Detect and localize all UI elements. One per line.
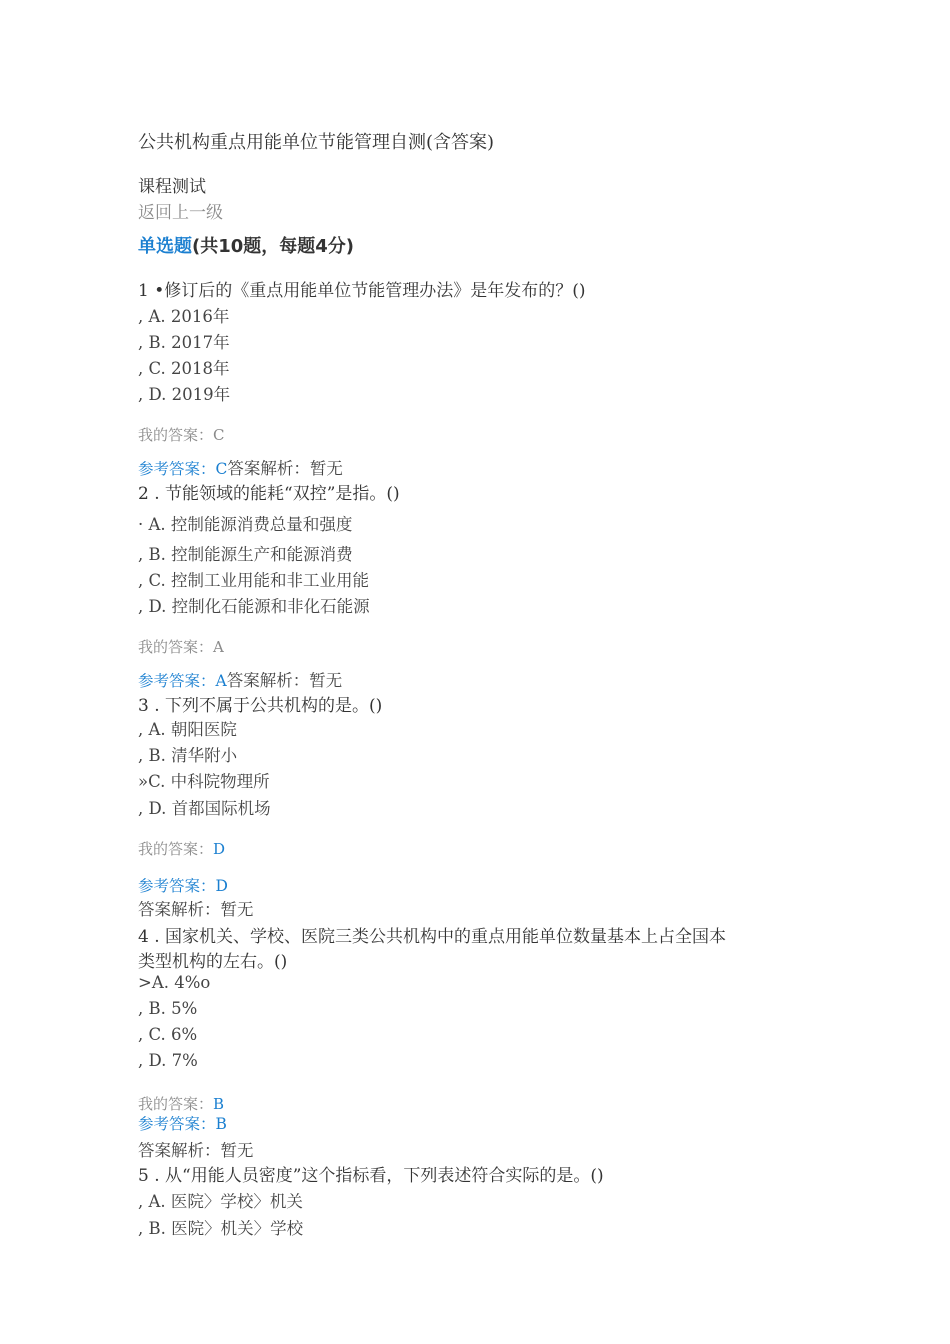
my-answer-label: 我的答案： <box>138 840 214 858</box>
question-5-text: 5 . 从“用能人员密度”这个指标看，下列表述符合实际的是。() <box>138 1166 604 1186</box>
question-2-option-c[interactable]: , C. 控制工业用能和非工业用能 <box>138 571 370 590</box>
explanation-value: 暂无 <box>220 900 254 919</box>
section-detail: (共10题，每题4分) <box>192 236 355 257</box>
explanation-label: 答案解析： <box>226 671 310 690</box>
question-2-option-d[interactable]: , D. 控制化石能源和非化石能源 <box>138 597 370 616</box>
question-4-option-c[interactable]: , C. 6% <box>138 1025 198 1044</box>
question-1-option-b[interactable]: , B. 2017年 <box>138 333 230 352</box>
page-title: 公共机构重点用能单位节能管理自测(含答案) <box>138 132 495 153</box>
ref-answer-label: 参考答案： <box>138 460 216 478</box>
question-3-explanation <box>138 896 254 920</box>
my-answer-label: 我的答案： <box>138 426 214 444</box>
question-1-reference <box>138 455 343 479</box>
explanation-label: 答案解析： <box>138 1141 221 1160</box>
question-4-text-line2: 类型机构的左右。() <box>138 952 288 972</box>
ref-answer-label: 参考答案： <box>138 672 216 690</box>
question-3-option-a[interactable]: , A. 朝阳医院 <box>138 720 237 739</box>
my-answer-value: A <box>213 638 224 656</box>
explanation-label: 答案解析： <box>138 900 221 919</box>
my-answer-label: 我的答案： <box>138 1095 214 1113</box>
question-1-my-answer <box>138 424 225 445</box>
ref-answer-label: 参考答案： <box>138 1115 216 1133</box>
question-1-option-c[interactable]: , C. 2018年 <box>138 359 230 378</box>
my-answer-value: D <box>213 840 226 858</box>
explanation-value: 暂无 <box>309 671 343 690</box>
question-4-explanation <box>138 1137 254 1161</box>
question-2-my-answer <box>138 636 224 657</box>
my-answer-value: B <box>213 1095 225 1113</box>
question-3-option-d[interactable]: , D. 首都国际机场 <box>138 799 271 818</box>
question-3-my-answer <box>138 838 225 859</box>
section-header <box>138 232 354 258</box>
back-link[interactable]: 返回上一级 <box>138 203 223 223</box>
question-1-text: 1 •修订后的《重点用能单位节能管理办法》是年发布的？() <box>138 281 586 301</box>
question-5-option-a[interactable]: , A. 医院〉学校〉机关 <box>138 1192 303 1211</box>
my-answer-value: C <box>213 426 225 444</box>
explanation-value: 暂无 <box>309 459 343 478</box>
question-2-reference <box>138 667 342 691</box>
question-3-text: 3 . 下列不属于公共机构的是。() <box>138 696 383 716</box>
question-1-option-a[interactable]: , A. 2016年 <box>138 307 230 326</box>
question-2-option-b[interactable]: , B. 控制能源生产和能源消费 <box>138 545 353 564</box>
my-answer-label: 我的答案： <box>138 638 214 656</box>
question-1-option-d[interactable]: , D. 2019年 <box>138 385 231 404</box>
question-4-option-d[interactable]: , D. 7% <box>138 1051 198 1070</box>
question-4-text-line1: 4 . 国家机关、学校、医院三类公共机构中的重点用能单位数量基本上占全国本 <box>138 927 727 947</box>
explanation-value: 暂无 <box>220 1141 254 1160</box>
ref-answer-value: A <box>215 672 227 690</box>
course-test-heading: 课程测试 <box>138 177 206 197</box>
ref-answer-value: C <box>215 460 228 478</box>
ref-answer-value: D <box>215 877 228 895</box>
ref-answer-label: 参考答案： <box>138 877 216 895</box>
question-3-reference <box>138 874 228 896</box>
question-2-option-a[interactable]: · A. 控制能源消费总量和强度 <box>138 515 353 534</box>
ref-answer-value: B <box>215 1115 227 1133</box>
question-3-option-b[interactable]: , B. 清华附小 <box>138 746 238 765</box>
question-5-option-b[interactable]: , B. 医院〉机关〉学校 <box>138 1219 304 1238</box>
explanation-label: 答案解析： <box>227 459 310 478</box>
question-4-my-answer <box>138 1093 224 1114</box>
question-4-option-b[interactable]: , B. 5% <box>138 999 198 1018</box>
question-3-option-c[interactable]: »C. 中科院物理所 <box>138 772 270 791</box>
question-2-text: 2 . 节能领域的能耗“双控”是指。() <box>138 484 400 504</box>
question-4-reference <box>138 1112 227 1134</box>
section-label: 单选题 <box>138 236 192 257</box>
question-4-option-a[interactable]: >A. 4%o <box>138 973 211 992</box>
